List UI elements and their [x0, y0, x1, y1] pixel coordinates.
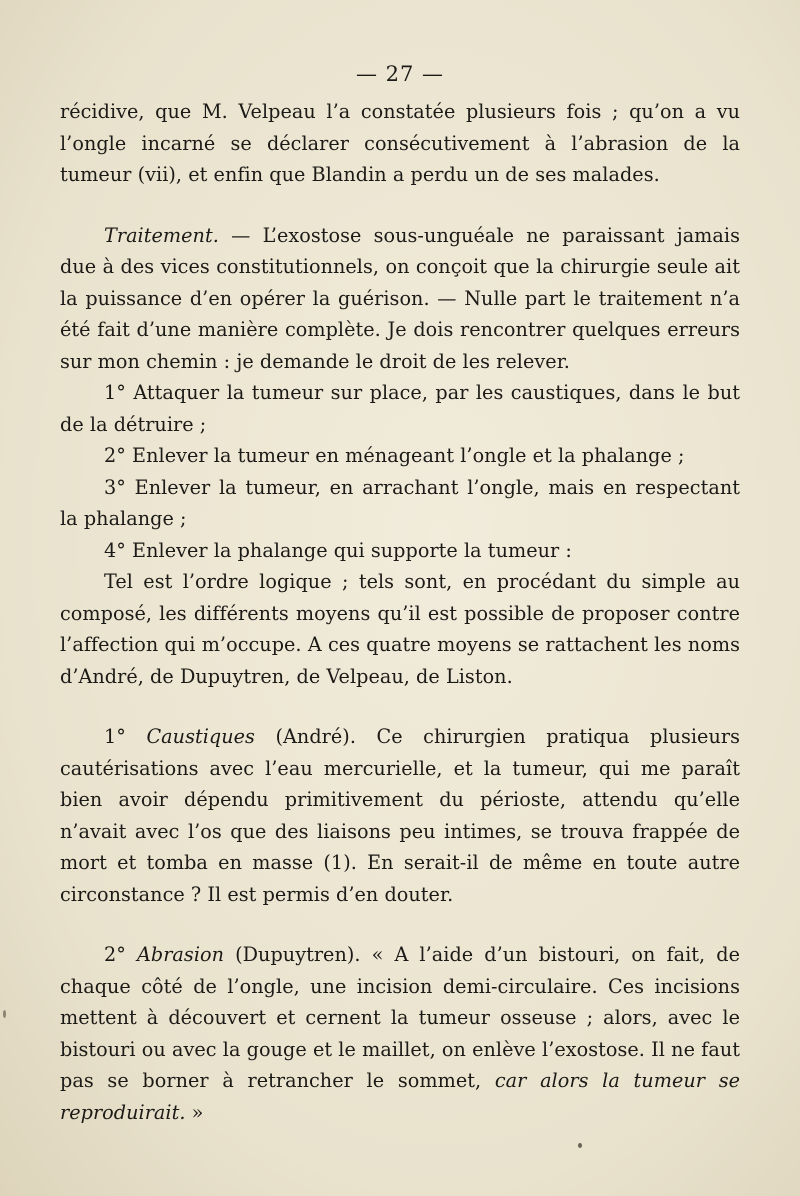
paragraph-traitement: [60, 220, 740, 378]
quoted-emphasis: car alors la tumeur se reproduirait.: [60, 1069, 740, 1124]
list-item-1: [60, 377, 740, 440]
section-heading-traitement: Traitement.: [104, 223, 219, 247]
text-segment: 4° Enlever la phalange qui supporte la tumeur :: [104, 538, 572, 562]
list-item-3: [60, 472, 740, 535]
body-text: [60, 96, 740, 1128]
paragraph-abrasion: [60, 939, 740, 1128]
text-segment: (Dupuytren). « A l’aide d’un bistouri, on fait, de chaque côté de l’ongle, une incision demi-circulaire. Ces incisions mettent à découvert et cernent la tumeur osseuse ; alors, avec le bistouri ou avec la gouge et le maillet, on enlève l’exostose. Il ne faut pas se borner à retrancher le sommet,: [60, 943, 740, 1092]
text-segment: Tel est l’ordre logique ; tels sont, en procédant du simple au composé, les différents moyens qu’il est possible de proposer contre l’affection qui m’occupe. A ces quatre moyens se rattachent les noms d’André, de Dupuytren, de Velpeau, de Liston.: [60, 570, 740, 688]
text-segment: — L’exostose sous-unguéale ne paraissant jamais due à des vices constitutionnels, on conçoit que la chirurgie seule ait la puissance d’en opérer la guérison. — Nulle part le traitement n’a été fait d’une manière complète. Je dois rencontrer quelques erreurs sur mon chemin : je demande le droit de les relever.: [60, 223, 740, 373]
paragraph-recidive: [60, 96, 740, 191]
text-segment: récidive, que M. Velpeau l’a constatée plusieurs fois ; qu’on a vu l’ongle incarné se déclarer consécutivement à l’abrasion de la tumeur (vii), et enfin que Blandin a perdu un de ses malades.: [60, 100, 740, 186]
text-segment: »: [185, 1100, 204, 1124]
text-segment: (André). Ce chirurgien pratiqua plusieurs cautérisations avec l’eau mercurielle, et la tumeur, qui me paraît bien avoir dépendu primitivement du périoste, attendu qu’elle n’avait avec l’os que des liaisons peu intimes, se trouva frappée de mort et tomba en masse (1). En serait-il de même en toute autre circonstance ? Il est permis d’en douter.: [60, 725, 740, 906]
text-segment: 1° Attaquer la tumeur sur place, par les caustiques, dans le but de la détruire ;: [60, 381, 740, 436]
paper-speck: [578, 1143, 582, 1148]
text-segment: 2°: [104, 943, 137, 966]
section-heading-abrasion: Abrasion: [136, 943, 225, 966]
paragraph-ordre-logique: [60, 566, 740, 692]
list-item-2: [60, 440, 740, 472]
text-segment: 3° Enlever la tumeur, en arrachant l’ongle, mais en respectant la phalange ;: [60, 475, 740, 530]
text-segment: 2° Enlever la tumeur en ménageant l’ongle et la phalange ;: [104, 444, 685, 467]
page-number: — 27 —: [355, 62, 445, 86]
text-segment: 1°: [104, 725, 147, 748]
section-heading-caustiques: Caustiques: [146, 725, 255, 748]
paragraph-caustiques: [60, 721, 740, 910]
paper-speck: [3, 1010, 6, 1018]
list-item-4: [60, 535, 740, 567]
